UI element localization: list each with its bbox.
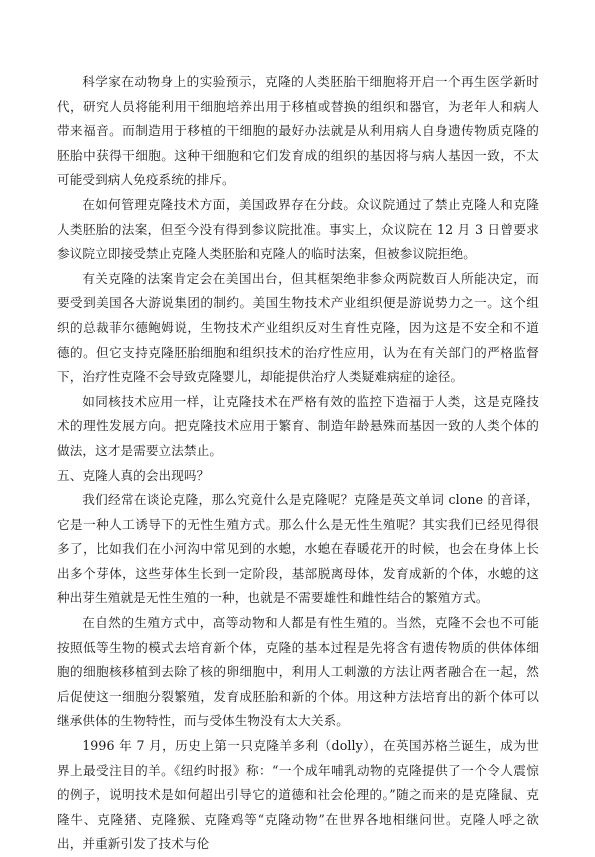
document-page bbox=[57, 70, 539, 857]
paragraph: 我们经常在谈论克隆，那么究竟什么是克隆呢？克隆是英文单词 clone 的音译，它是一种人工诱导下的无性生殖方式。那么什么是无性生殖呢？其实我们已经见得很多了，比如我们在小河沟中常见到的水螅，水螅在春暖花开的时候，也会在身体上长出多个芽体，这些芽体生长到一定阶段，基部脱离母体，发育成新的个体，水螅的这种出芽生殖就是无性生殖的一种，也就是不需要雄性和雌性结合的繁殖方式。 bbox=[57, 492, 539, 606]
paragraph: 1996 年 7 月，历史上第一只克隆羊多利（dolly），在英国苏格兰诞生，成为世界上最受注目的羊。《纽约时报》称：“一个成年哺乳动物的克隆提供了一个令人震惊的例子，说明技术是如何超出引导它的道德和社会伦理的。”随之而来的是克隆鼠、克隆牛、克隆猪、克隆猴、克隆鸡等“克隆动物”在世界各地相继问世。克隆人呼之欲出，并重新引发了技术与伦 bbox=[57, 738, 539, 852]
paragraph: 有关克隆的法案肯定会在美国出台，但其框架绝非参众两院数百人所能决定，而要受到美国各大游说集团的制约。美国生物技术产业组织便是游说势力之一。这个组织的总裁菲尔德鲍姆说，生物技术产业组织反对生育性克隆，因为这是不安全和不道德的。但它支持克隆胚胎细胞和组织技术的治疗性应用，认为在有关部门的严格监督下，治疗性克隆不会导致克隆婴儿，却能提供治疗人类疑难病症的途径。 bbox=[57, 270, 539, 385]
section-heading: 五、克隆人真的会出现吗？ bbox=[57, 467, 210, 483]
paragraph: 如同核技术应用一样，让克隆技术在严格有效的监控下造福于人类，这是克隆技术的理性发展方向。把克隆技术应用于繁育、制造年龄悬殊而基因一致的人类个体的做法，这才是需要立法禁止。 bbox=[57, 393, 539, 458]
paragraph: 科学家在动物身上的实验预示，克隆的人类胚胎干细胞将开启一个再生医学新时代，研究人员将能利用干细胞培养出用于移植或替换的组织和器官，为老年人和病人带来福音。而制造用于移植的干细胞的最好办法就是从利用病人自身遗传物质克隆的胚胎中获得干细胞。这种干细胞和它们发育成的组织的基因将与病人基因一致，不太可能受到病人免疫系统的排斥。 bbox=[57, 74, 539, 188]
paragraph: 在如何管理克隆技术方面，美国政界存在分歧。众议院通过了禁止克隆人和克隆人类胚胎的法案，但至今没有得到参议院批准。事实上，众议院在 12 月 3 日曾要求参议院立即接受禁止克隆人类胚胎和克隆人的临时法案，但被参议院拒绝。 bbox=[57, 196, 539, 262]
paragraph: 在自然的生殖方式中，高等动物和人都是有性生殖的。当然，克隆不会也不可能按照低等生物的模式去培育新个体，克隆的基本过程是先将含有遗传物质的供体体细胞的细胞核移植到去除了核的卵细胞中，利用人工刺激的方法让两者融合在一起，然后促使这一细胞分裂繁殖，发育成胚胎和新的个体。用这种方法培育出的新个体可以继承供体的生物特性，而与受体生物没有太大关系。 bbox=[57, 615, 539, 729]
